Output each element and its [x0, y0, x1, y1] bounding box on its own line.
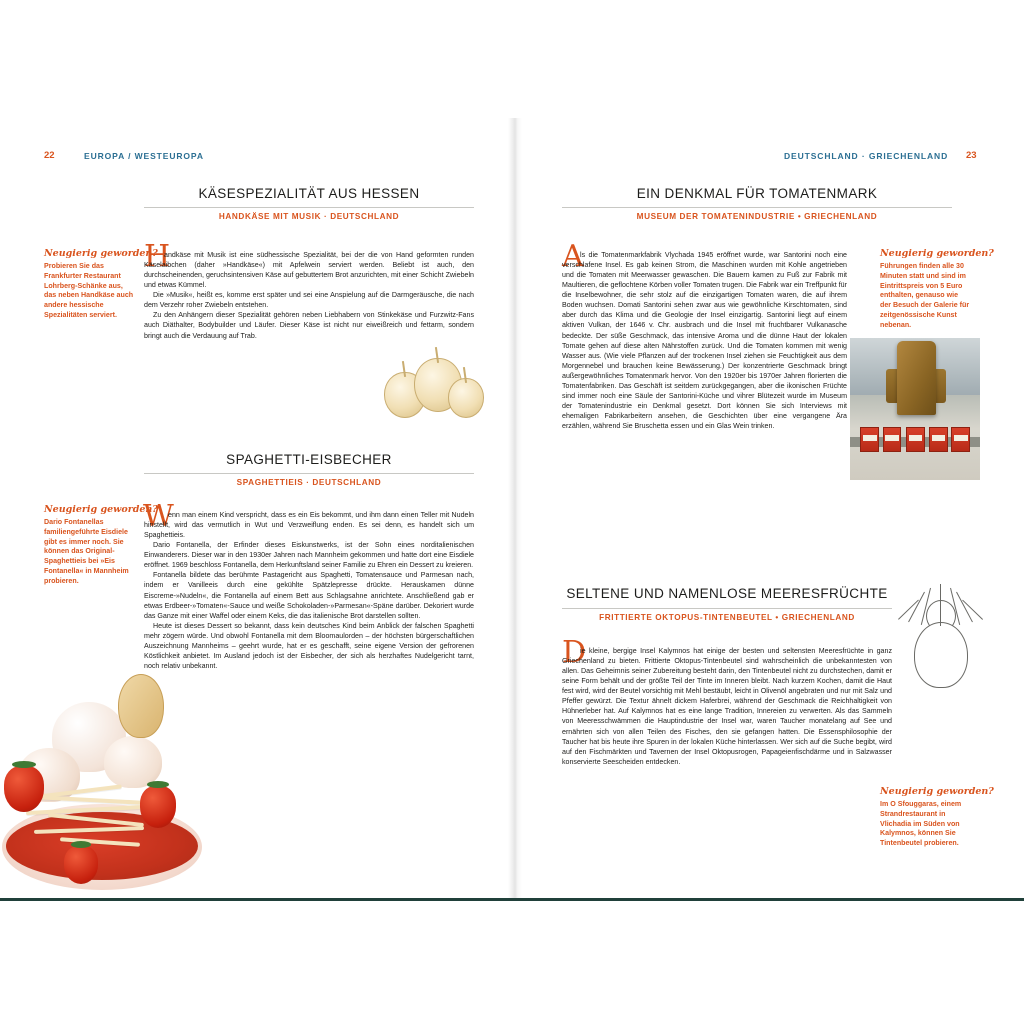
right-page-folio: 23: [966, 150, 977, 161]
paragraph: Dario Fontanella, der Erfinder dieses Eiskunstwerks, ist der Sohn eines norditalienischen Einwanderers. Dieser war in den 1930er Jahren nach Mannheim gekommen und hatte dort eine Eisdiele eröffnet. 1969 beschloss Fontanella, dem Herkunftsland seiner Familie zu Ehren ein Dessert zu kreieren.: [144, 541, 474, 570]
left-note-1-body: Probieren Sie das Frankfurter Restaurant Lohrberg-Schänke aus, das neben Handkäse auch andere hessische Spezialitäten serviert.: [44, 262, 134, 319]
left-article-2-rule: [144, 473, 474, 474]
left-article-1-dropcap: H: [144, 239, 171, 274]
left-article-2-dropcap: W: [143, 499, 174, 534]
left-article-1-subtitle: HANDKÄSE MIT MUSIK · DEUTSCHLAND: [218, 212, 400, 221]
right-article-1-rule: [562, 207, 952, 208]
spread-gutter: [508, 118, 522, 898]
squid-sketch-illustration: [896, 566, 988, 746]
left-running-head: EUROPA / WESTEUROPA: [84, 151, 204, 161]
paragraph: Die »Musik«, heißt es, komme erst später und sei eine Anspielung auf die Darmgeräusche, die nach dem Verzehr roher Zwiebeln entstehen.: [144, 291, 474, 310]
right-article-1-dropcap: A: [562, 239, 584, 274]
right-article-2-body: [562, 646, 892, 767]
right-note-1-body: Führungen finden alle 30 Minuten statt und sind im Eintrittspreis von 5 Euro enthalten, genauso wie der Besuch der Galerie für zeitgenössische Kunst nebenan.: [880, 262, 970, 329]
right-article-1-subtitle: MUSEUM DER TOMATENINDUSTRIE • GRIECHENLAND: [636, 212, 878, 221]
left-note-2-body: Dario Fontanellas familiengeführte Eisdiele gibt es immer noch. Sie können das Original-Spaghettieis bei »Eis Fontanella« in Mannheim probieren.: [44, 518, 129, 585]
onions-illustration: [378, 338, 488, 428]
left-article-2-subtitle: SPAGHETTIEIS · DEUTSCHLAND: [236, 478, 382, 487]
left-note-2-title: Neugierig geworden?: [44, 504, 158, 515]
paragraph: ls die Tomatenmarkfabrik Vlychada 1945 eröffnet wurde, war Santorini noch eine verschlafene Insel. Es gab keinen Strom, die Maschinen wurden mit Kohle angetrieben und die Tomaten mit Meerwasser gewaschen. Die Bauern kamen zu Fuß zur Fabrik mit Maultieren, die geflochtene Körben voller Tomaten trugen. Die Fabrik war ein Treffpunkt für die Inselbewohner, die sehr stolz auf die einzigartigen Tomaten waren, die auf ihrem Boden wuchsen. Domati Santorini sehen zwar aus wie gewöhnliche Kirschtomaten, sind aber durch das Klima und die Geologie der Insel einzigartig. Santorini liegt auf einem aktiven Vulkan, der 1646 v. Chr. ausbrach und die Insel mit fruchtbarer Vulkanasche bedeckte. Der süße Geschmack, das intensive Aroma und die dünne Haut der lokalen Tomate gehen auf diese alten Nährstoffen zurück. Und die Tomaten kommen mit wenig Wasser aus. (Wie viele Pflanzen auf der trockenen Insel ziehen sie Feuchtigkeit aus dem Morgennebel und brauchen keine Bewässerung.) Der konzentrierte Geschmack bringt außergewöhnliches Tomatenmark hervor. Von den 1920er bis 1970er Jahren florierten die Tomatenfabriken. Das Geschäft ist seitdem zurückgegangen, aber die ikonischen Früchte sind immer noch eine Säule der Santorini-Küche und vihrer Blütezeit wurde im Museum der Tomatenindustrie ein Denkmal gesetzt. Dort können Sie sich Interviews mit ehemaligen Fabrikarbeitern ansehen, die Geschichten über eine vergangene Ära erzählen, während Sie Bruschetta essen und ein Glas Wein trinken.: [562, 251, 847, 431]
right-note-2-body: Im O Sfouggaras, einem Strandrestaurant in Vlichadia im Süden von Kalymnos, können Sie Tintenbeutel probieren.: [880, 800, 962, 848]
bottom-rule: [0, 898, 1024, 901]
paragraph: ie kleine, bergige Insel Kalymnos hat einige der besten und seltensten Meeresfrüchte in ganz Griechenland zu bieten. Frittierte Oktopus-Tintenbeutel sind wahrscheinlich die unbekanntesten von allen. Das Geheimnis seiner Zubereitung besteht darin, den Tintenbeutel nicht zu durchstechen, damit er seine Form behält und der größte Teil der Tinte im Inneren bleibt. Nach kurzem Kochen, damit die Haut fest wird, wird der Beutel vorsichtig mit Mehl bestäubt, leicht in Olivenöl angebraten und nur mit Salz und Pfeffer gewürzt. Die Textur ähnelt dickem Haferbrei, während der Geschmack die Reichhaltigkeit von Hühnerleber hat. Auf Kalymnos hat es eine lange Tradition, Innereien zu verwerten. Als das Sammeln von Meeresschwämmen die Hauptindustrie der Insel war, waren Taucher monatelang auf See und ernährten sich von allen Teilen des Fisches, den sie gefangen hatten. Die Essensphilosophie der Taucher hat bis heute ihre Spuren in der lokalen Küche hinterlassen. Wer sich auf die Suche begibt, wird auf den Fischmärkten und Tavernen der Insel Oktopusrogen, Papageienfischdärme und in Salzwasser konservierte Seescheiden entdecken.: [562, 647, 892, 766]
left-note-1-title: Neugierig geworden?: [44, 248, 158, 259]
tomato-factory-photo: [850, 338, 980, 480]
right-article-2-dropcap: D: [562, 635, 587, 670]
left-article-1-body: [144, 250, 474, 341]
spaghetti-ice-sundae-illustration: [0, 640, 210, 898]
left-article-1-title: KÄSESPEZIALITÄT AUS HESSEN: [198, 186, 420, 201]
paragraph: Zu den Anhängern dieser Spezialität gehören neben Liebhabern von Stinkekäse und Furzwitz-Fans auch Diäthalter, Bodybuilder und Läufer. Dieser Käse ist nicht nur eiweißreich und fettarm, sondern bringt auch die Verdauung auf Trab.: [144, 311, 474, 340]
paragraph: enn man einem Kind verspricht, dass es ein Eis bekommt, und ihm dann einen Teller mit Nudeln hinstellt, wird das vermutlich in Wut und Verzweiflung enden. Es sei denn, es handelt sich um Spaghettieis.: [144, 511, 474, 540]
left-article-2-title: SPAGHETTI-EISBECHER: [226, 452, 392, 467]
paragraph: Fontanella bildete das berühmte Pastagericht aus Spaghetti, Tomatensauce und Parmesan nach, indem er Vanilleeis durch eine gekühlte Spätzlepresse drückte. Herauskamen dünne Eiscreme-»Nudeln«, die Fontanella auf einem Bett aus Schlagsahne anrichtete. Anschließend gab er etwas Erdbeer-»Tomaten«-Sauce und weiße Schokoladen-»Parmesan«-Späne darüber. Dekoriert wurde das Ganze mit einer Waffel oder einem Keks, die das italienische Brot darstellen sollten.: [144, 571, 474, 620]
paragraph: Heute ist dieses Dessert so bekannt, dass kein deutsches Kind beim Anblick der falschen Spaghetti mehr zögern würde. Und obwohl Fontanella mit dem Bloomaulorden – der höchsten bürgerschaftlichen Auszeichnung Mannheims – geehrt wurde, hat er es geschafft, seine eigene Version der gefrorenen Köstlichkeit anbietet. Im Ausland jedoch ist der Eisbecher, der sich als herzhaftes Nudelgericht tarnt, noch relativ unbekannt.: [144, 621, 474, 670]
right-article-1-body: [562, 250, 847, 431]
left-article-1-rule: [144, 207, 474, 208]
right-article-1-title: EIN DENKMAL FÜR TOMATENMARK: [636, 186, 878, 201]
right-article-2-title: SELTENE UND NAMENLOSE MEERESFRÜCHTE: [566, 586, 888, 601]
right-running-head: DEUTSCHLAND · GRIECHENLAND: [784, 151, 949, 161]
right-note-1-title: Neugierig geworden?: [880, 248, 994, 259]
left-page-folio: 22: [44, 150, 55, 161]
right-note-2-title: Neugierig geworden?: [880, 786, 994, 797]
right-article-2-rule: [562, 608, 892, 609]
right-article-2-subtitle: FRITTIERTE OKTOPUS-TINTENBEUTEL • GRIECHENLAND: [599, 613, 855, 622]
paragraph: andkäse mit Musik ist eine südhessische Spezialität, bei der die von Hand geformten runden Käselaibchen (daher »Handkäse«) mit Apfelwein serviert werden. Beliebt ist auch, den durchscheinenden, geruchsintensiven Käse auf gebuttertem Brot anzurichten, mit einer Schicht Zwiebeln und etwas Kümmel.: [144, 251, 474, 290]
